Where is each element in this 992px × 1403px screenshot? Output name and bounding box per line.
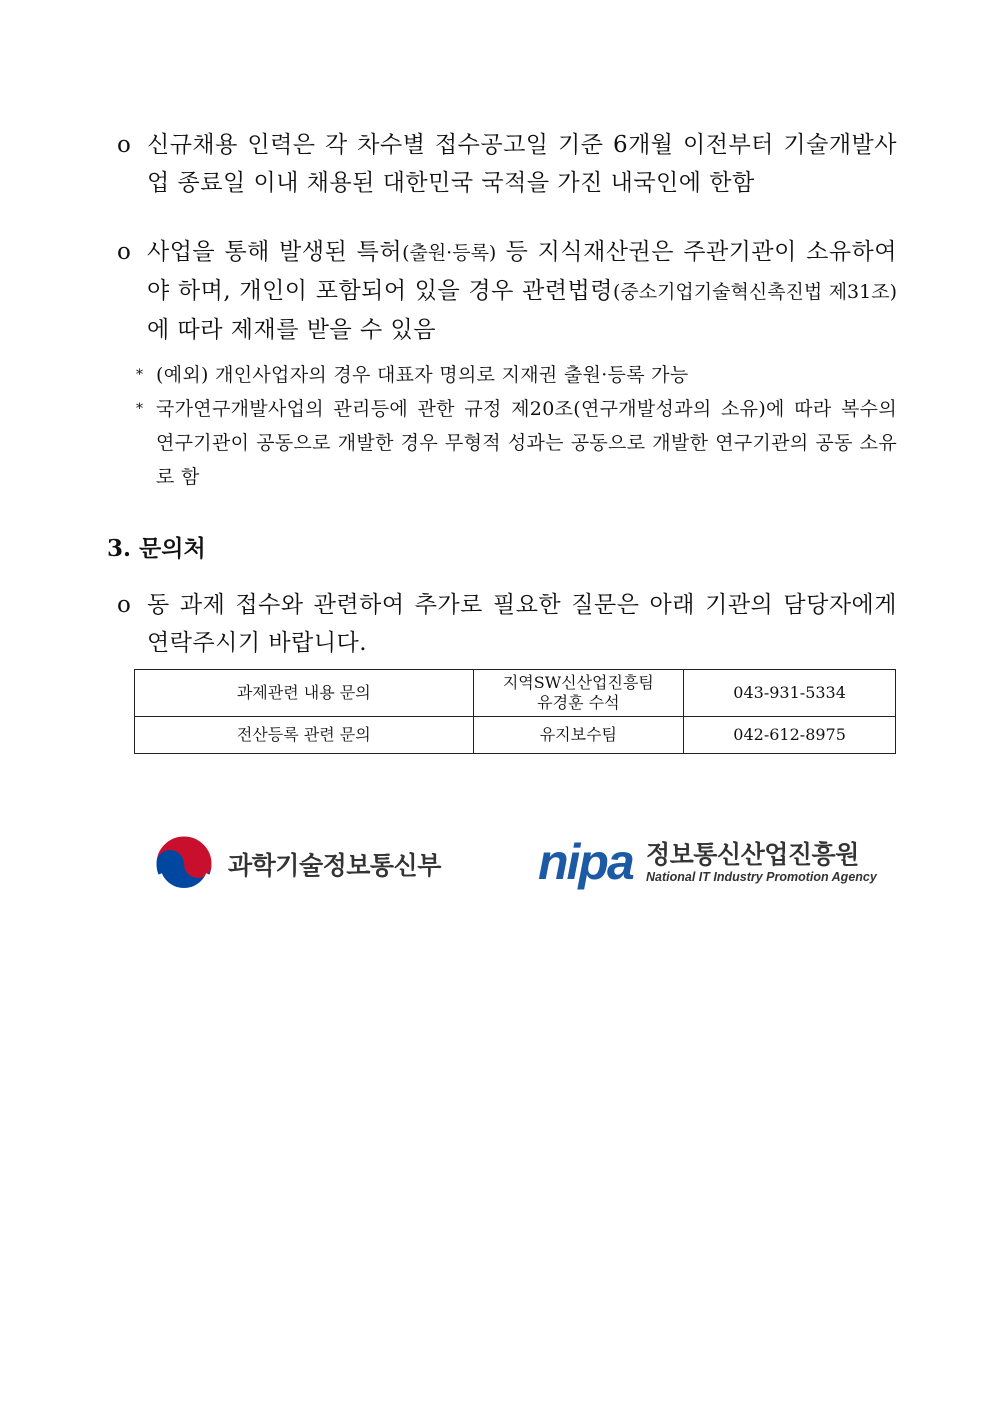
contact-dept-name: 지역SW신산업진흥팀 xyxy=(502,673,654,692)
contact-person: 유경훈 수석 xyxy=(537,693,620,712)
note-text: (예외) 개인사업자의 경우 대표자 명의로 지재권 출원·등록 가능 xyxy=(156,364,689,386)
table-row xyxy=(135,670,896,717)
table-row xyxy=(135,717,896,754)
bullet-new-hire xyxy=(117,126,897,202)
bullet-text-paren: (출원·등록) xyxy=(402,242,497,264)
note-marker: * xyxy=(136,367,143,383)
contact-phone: 042-612-8975 xyxy=(684,717,896,754)
bullet-text-part: 에 따라 제재를 받을 수 있음 xyxy=(147,317,436,343)
bullet-marker: o xyxy=(117,239,131,265)
taeguk-emblem-icon xyxy=(154,834,214,894)
nipa-names xyxy=(646,841,877,885)
contact-phone: 043-931-5334 xyxy=(684,670,896,717)
bullet-text-part: 등 지식재산권은 주관기관이 소유하여야 하며, 개인이 포함되어 있을 경우 관련법령 xyxy=(147,239,897,304)
bullet-marker: o xyxy=(117,132,131,158)
contact-topic: 전산등록 관련 문의 xyxy=(135,717,474,754)
bullet-text: 신규채용 인력은 각 차수별 접수공고일 기준 6개월 이전부터 기술개발사업 종료일 이내 채용된 대한민국 국적을 가진 내국인에 한함 xyxy=(147,132,897,196)
nipa-logo xyxy=(538,834,877,892)
nipa-wordmark-icon xyxy=(538,834,640,892)
note-exception xyxy=(136,358,897,392)
bullet-text-part: 사업을 통해 발생된 특허 xyxy=(147,239,403,265)
bullet-text: 동 과제 접수와 관련하여 추가로 필요한 질문은 아래 기관의 담당자에게 연락주시기 바랍니다. xyxy=(147,592,897,656)
contact-topic: 과제관련 내용 문의 xyxy=(135,670,474,717)
bullet-text-paren: (중소기업기술혁신촉진법 제31조) xyxy=(612,281,897,303)
bullet-text xyxy=(147,233,897,349)
nipa-name-ko: 정보통신산업진흥원 xyxy=(646,840,859,869)
msit-name: 과학기술정보통신부 xyxy=(228,851,441,880)
note-regulation xyxy=(136,392,897,494)
nipa-mark-text: nipa xyxy=(538,834,633,890)
bullet-marker: o xyxy=(117,592,131,618)
bullet-ip-rights xyxy=(117,233,897,349)
msit-logo xyxy=(154,834,441,894)
contact-table xyxy=(134,669,896,754)
contact-dept: 유지보수팀 xyxy=(473,717,684,754)
section-title: 3. 문의처 xyxy=(107,535,206,562)
contact-dept xyxy=(473,670,684,717)
bullet-inquiry xyxy=(117,586,897,662)
note-marker: * xyxy=(136,401,143,417)
note-text: 국가연구개발사업의 관리등에 관한 규정 제20조(연구개발성과의 소유)에 따라 복수의 연구기관이 공동으로 개발한 경우 무형적 성과는 공동으로 개발한 연구기관의 공동 소유로 함 xyxy=(156,398,897,488)
nipa-name-en: National IT Industry Promotion Agency xyxy=(646,870,877,884)
